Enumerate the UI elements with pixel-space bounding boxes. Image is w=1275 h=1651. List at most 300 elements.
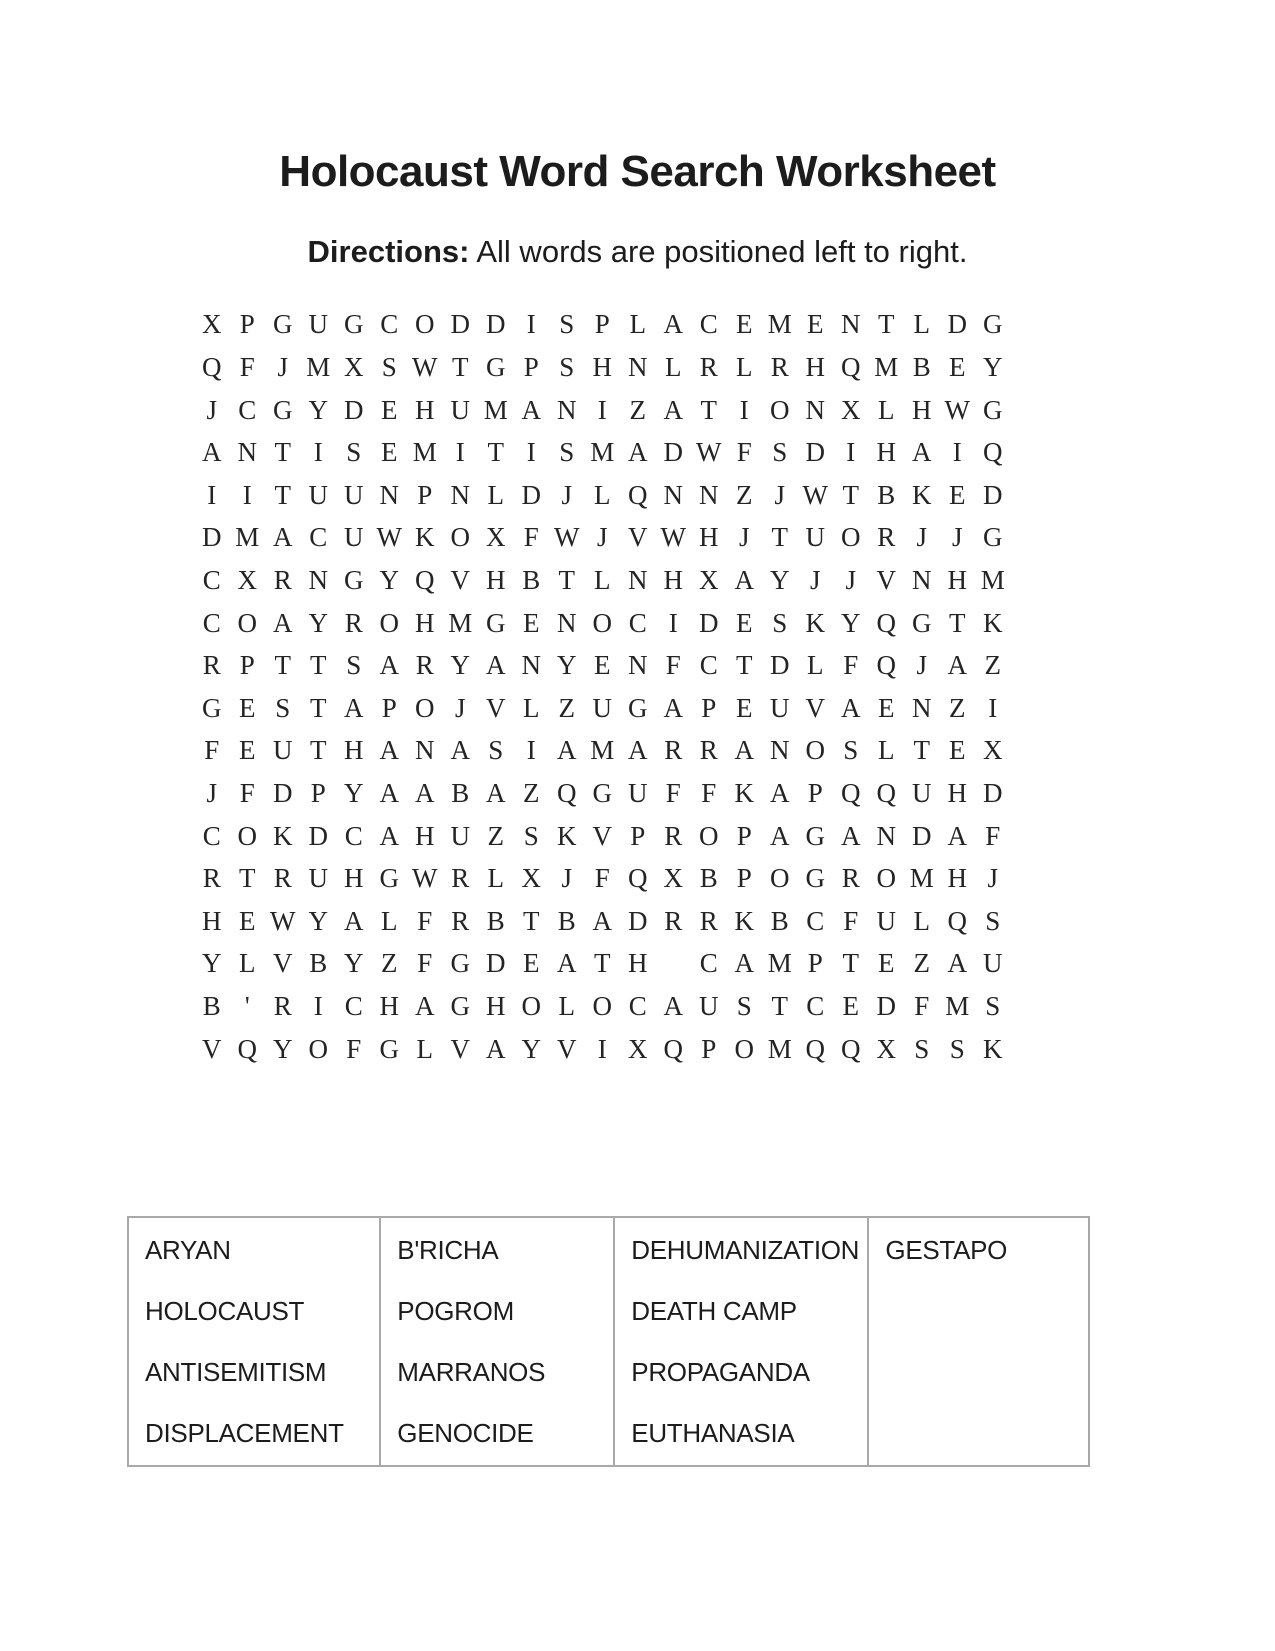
grid-letter: A [415,777,435,808]
grid-letter: I [846,437,856,468]
grid-letter: F [417,905,433,936]
grid-letter: A [557,735,577,766]
grid-row [194,730,1275,773]
grid-letter: G [805,863,825,894]
grid-letter: U [699,990,719,1021]
grid-letter: F [239,777,255,808]
grid-letter: Q [202,352,222,383]
grid-letter: T [274,650,291,681]
grid-letter: U [805,522,825,553]
grid-letter: R [273,863,292,894]
grid-letter: Y [273,1033,293,1064]
grid-letter: W [412,863,438,894]
directions-line [0,234,1275,270]
grid-letter: V [450,565,470,595]
grid-letter: D [770,650,790,681]
grid-letter: F [417,948,433,979]
grid-letter: A [734,565,754,595]
grid-letter: T [310,650,327,681]
grid-letter: M [945,990,970,1021]
grid-row [194,389,1275,432]
grid-letter: O [379,607,399,638]
grid-row [194,687,1275,730]
grid-letter: L [381,905,398,936]
grid-letter: D [983,777,1003,808]
page-title: Holocaust Word Search Worksheet [279,147,996,196]
grid-letter: S [559,437,575,468]
grid-letter: B [309,948,328,979]
grid-letter: Q [876,650,896,681]
grid-letter: E [736,692,753,723]
grid-letter: F [523,522,539,553]
grid-letter: R [699,735,718,766]
grid-letter: C [380,309,399,340]
word-list-item: POGROM [397,1296,514,1327]
grid-letter: N [521,650,541,681]
grid-letter: J [596,522,608,553]
grid-letter: V [805,692,825,723]
grid-letter: R [699,905,718,936]
grid-letter: H [592,352,612,383]
grid-letter: H [699,522,719,553]
grid-row [194,644,1275,687]
grid-letter: S [488,735,504,766]
grid-letter: A [947,948,967,979]
grid-letter: P [701,1033,717,1064]
grid-letter: G [912,607,932,638]
grid-letter: J [454,692,466,723]
grid-letter: G [202,692,222,723]
grid-letter: S [381,352,397,383]
grid-letter: C [344,990,363,1021]
grid-letter: O [805,735,825,766]
grid-letter: T [949,607,966,638]
grid-letter: S [275,692,291,723]
grid-letter: W [944,394,970,425]
grid-letter: A [947,820,967,851]
grid-letter: A [379,650,399,681]
grid-letter: Y [379,565,399,595]
grid-letter: E [523,607,540,638]
grid-letter: T [842,948,859,979]
grid-letter: Q [628,479,648,510]
grid-letter: Y [983,352,1003,383]
grid-letter: U [273,735,293,766]
grid-letter: R [273,565,292,595]
grid-letter: F [736,437,752,468]
grid-letter: U [344,522,364,553]
grid-letter: A [770,820,790,851]
grid-letter: E [949,479,966,510]
grid-letter: V [486,692,506,723]
grid-letter: M [909,863,934,894]
grid-letter: P [417,479,433,510]
grid-letter: Y [344,777,364,808]
grid-letter: I [313,437,323,468]
grid-letter: X [202,309,222,340]
grid-letter: A [734,948,754,979]
word-list-item: PROPAGANDA [631,1357,810,1388]
grid-letter: A [486,1033,506,1064]
grid-letter: V [450,1033,470,1064]
grid-letter: W [802,479,828,510]
grid-letter: J [206,777,217,808]
grid-letter: D [912,820,932,851]
word-list-item: DISPLACEMENT [145,1418,344,1449]
grid-letter: A [379,735,399,766]
grid-letter: H [379,990,399,1021]
grid-letter: F [701,777,717,808]
grid-letter: R [770,352,789,383]
grid-letter: H [663,565,683,595]
grid-letter: Y [770,565,790,595]
grid-letter: N [876,820,896,851]
grid-letter: D [983,479,1003,510]
grid-letter: T [274,479,291,510]
grid-letter: N [663,479,683,510]
grid-letter: H [344,735,364,766]
grid-letter: H [947,777,967,808]
grid-letter: I [668,607,678,638]
grid-letter: P [523,352,539,383]
grid-letter: I [242,479,252,510]
grid-letter: C [628,990,647,1021]
grid-letter: L [878,735,895,766]
grid-letter: I [526,437,536,468]
grid-letter: E [523,948,540,979]
grid-letter: T [310,692,327,723]
grid-letter: Q [237,1033,257,1064]
word-list-column [129,1218,379,1465]
grid-letter: G [344,309,364,340]
grid-letter: T [310,735,327,766]
grid-letter: U [344,479,364,510]
grid-letter: X [344,352,364,383]
directions-text: All words are positioned left to right. [469,234,968,269]
grid-row [194,943,1275,986]
grid-letter: C [806,990,825,1021]
grid-letter: S [772,607,788,638]
grid-letter: D [202,522,222,553]
grid-letter: U [770,692,790,723]
grid-letter: T [736,650,753,681]
grid-letter: T [700,394,717,425]
grid-letter: O [415,309,435,340]
grid-letter: D [805,437,825,468]
grid-letter: Y [308,394,328,425]
grid-letter: G [983,522,1003,553]
grid-letter: Q [876,777,896,808]
grid-letter: Z [381,948,398,979]
grid-letter: T [594,948,611,979]
grid-letter: C [309,522,328,553]
grid-letter: N [699,479,719,510]
grid-letter: N [805,394,825,425]
word-list-table [127,1216,1090,1467]
grid-letter: O [592,990,612,1021]
grid-letter: B [877,479,896,510]
grid-letter: M [590,735,615,766]
grid-letter: S [843,735,859,766]
grid-letter: E [381,437,398,468]
grid-letter: S [985,990,1001,1021]
grid-letter: C [202,820,221,851]
grid-letter: Q [557,777,577,808]
grid-letter: B [912,352,931,383]
grid-row [194,815,1275,858]
grid-letter: W [270,905,296,936]
grid-letter: A [379,777,399,808]
grid-letter: A [592,905,612,936]
grid-letter: T [771,522,788,553]
word-list-item: GESTAPO [885,1235,1008,1266]
grid-letter: Q [841,777,861,808]
grid-letter: G [486,352,506,383]
grid-letter: I [526,309,536,340]
grid-letter: D [521,479,541,510]
grid-letter: H [912,394,932,425]
grid-letter: A [663,692,683,723]
grid-letter: A [841,820,861,851]
word-list-column [379,1218,613,1465]
grid-letter: Z [629,394,646,425]
grid-letter: H [415,820,435,851]
grid-letter: P [736,863,752,894]
grid-letter: Y [521,1033,541,1064]
word-list-item: GENOCIDE [397,1418,534,1449]
grid-row [194,602,1275,645]
grid-letter: D [308,820,328,851]
grid-letter: H [947,863,967,894]
grid-letter: N [628,565,648,595]
grid-row [194,559,1275,602]
grid-letter: T [558,565,575,595]
word-list-item: B'RICHA [397,1235,499,1266]
grid-letter: J [916,522,927,553]
grid-letter: R [451,863,470,894]
grid-letter: X [841,394,861,425]
grid-letter: U [912,777,932,808]
grid-letter: O [237,607,257,638]
grid-letter: Z [984,650,1001,681]
grid-letter: F [843,905,859,936]
grid-letter: V [273,948,293,979]
grid-letter: C [344,820,363,851]
grid-letter: W [554,522,580,553]
grid-letter: C [806,905,825,936]
grid-letter: U [308,863,328,894]
grid-letter: Z [558,692,575,723]
grid-letter: X [237,565,257,595]
word-list-item: EUTHANASIA [631,1418,795,1449]
grid-row [194,900,1275,943]
grid-letter: Q [415,565,435,595]
grid-letter: N [841,309,861,340]
word-list-column [613,1218,867,1465]
grid-letter: F [665,650,681,681]
grid-letter: Q [841,1033,861,1064]
grid-letter: W [660,522,686,553]
grid-letter: D [663,437,683,468]
grid-letter: S [346,437,362,468]
grid-letter: P [736,820,752,851]
grid-letter: R [202,650,221,681]
grid-letter: C [699,650,718,681]
grid-letter: T [239,863,256,894]
grid-letter: O [521,990,541,1021]
grid-letter: H [415,607,435,638]
grid-letter: Z [949,692,966,723]
grid-letter: K [415,522,435,553]
grid-letter: Y [308,905,328,936]
grid-letter: V [628,522,648,553]
grid-letter: E [842,990,859,1021]
grid-letter: X [876,1033,896,1064]
grid-letter: S [559,309,575,340]
grid-letter: K [805,607,825,638]
grid-row [194,304,1275,347]
grid-letter: R [699,352,718,383]
grid-letter: Q [947,905,967,936]
grid-letter: J [951,522,963,553]
grid-letter: M [767,1033,792,1064]
grid-letter: E [878,692,895,723]
grid-letter: G [450,948,470,979]
grid-letter: A [521,394,541,425]
grid-letter: G [486,607,506,638]
grid-letter: R [415,650,434,681]
grid-letter: B [770,905,789,936]
grid-letter: Q [805,1033,825,1064]
grid-letter: U [450,820,470,851]
grid-letter: C [628,607,647,638]
grid-letter: D [486,309,506,340]
grid-letter: Y [557,650,577,681]
grid-letter: G [344,565,364,595]
grid-letter: L [913,309,930,340]
grid-letter: V [202,1033,222,1064]
grid-letter: A [947,650,967,681]
grid-letter: U [450,394,470,425]
grid-letter: T [523,905,540,936]
grid-letter: C [699,948,718,979]
grid-letter: A [912,437,932,468]
grid-letter: I [597,1033,607,1064]
grid-letter: L [629,309,646,340]
grid-letter: U [308,309,328,340]
grid-letter: N [308,565,328,595]
grid-letter: A [202,437,222,468]
grid-letter: F [985,820,1001,851]
grid-letter: M [874,352,899,383]
grid-letter: I [739,394,749,425]
grid-letter: P [239,309,255,340]
grid-letter: F [843,650,859,681]
grid-letter: O [734,1033,754,1064]
grid-letter: G [805,820,825,851]
grid-letter: D [628,905,648,936]
grid-letter: M [412,437,437,468]
grid-letter: D [344,394,364,425]
grid-letter: S [949,1033,965,1064]
grid-letter: I [313,990,323,1021]
grid-letter: Z [523,777,540,808]
grid-letter: E [594,650,611,681]
grid-letter: K [734,777,754,808]
grid-letter: C [699,309,718,340]
grid-letter: L [487,479,504,510]
word-list-item: DEHUMANIZATION [631,1235,860,1266]
grid-letter: G [273,394,293,425]
grid-letter: S [523,820,539,851]
grid-letter: W [376,522,402,553]
grid-letter: N [628,650,648,681]
grid-letter: J [277,352,288,383]
grid-letter: H [344,863,364,894]
grid-letter: R [664,735,683,766]
grid-letter: ' [244,990,250,1021]
grid-row [194,474,1275,517]
word-search-grid [194,304,1275,1071]
grid-letter: F [665,777,681,808]
grid-letter: Q [841,352,861,383]
grid-letter: G [592,777,612,808]
grid-letter: T [487,437,504,468]
grid-letter: L [594,565,611,595]
grid-letter: J [774,479,785,510]
grid-letter: A [486,777,506,808]
grid-letter: B [522,565,541,595]
grid-letter: O [592,607,612,638]
grid-letter: I [952,437,962,468]
grid-letter: O [770,863,790,894]
grid-letter: H [202,905,222,936]
grid-letter: N [557,607,577,638]
grid-letter: M [448,607,473,638]
directions-label: Directions: [307,234,470,269]
grid-letter: T [842,479,859,510]
grid-letter: P [807,948,823,979]
grid-letter: B [699,863,718,894]
grid-letter: W [696,437,722,468]
grid-letter: L [594,479,611,510]
grid-letter: E [878,948,895,979]
grid-letter: H [486,565,506,595]
grid-letter: X [486,522,506,553]
grid-letter: T [452,352,469,383]
grid-letter: P [701,692,717,723]
grid-letter: L [913,905,930,936]
grid-letter: M [590,437,615,468]
grid-letter: R [344,607,363,638]
grid-letter: P [807,777,823,808]
grid-letter: Y [841,607,861,638]
grid-letter: F [239,352,255,383]
grid-letter: A [557,948,577,979]
grid-letter: X [628,1033,648,1064]
grid-letter: R [664,820,683,851]
grid-letter: R [451,905,470,936]
grid-letter: B [202,990,221,1021]
grid-letter: C [202,565,221,595]
grid-letter: S [914,1033,930,1064]
grid-letter: P [310,777,326,808]
grid-letter: R [877,522,896,553]
grid-letter: F [346,1033,362,1064]
grid-letter: V [557,1033,577,1064]
word-list-item: HOLOCAUST [145,1296,305,1327]
grid-letter: E [381,394,398,425]
